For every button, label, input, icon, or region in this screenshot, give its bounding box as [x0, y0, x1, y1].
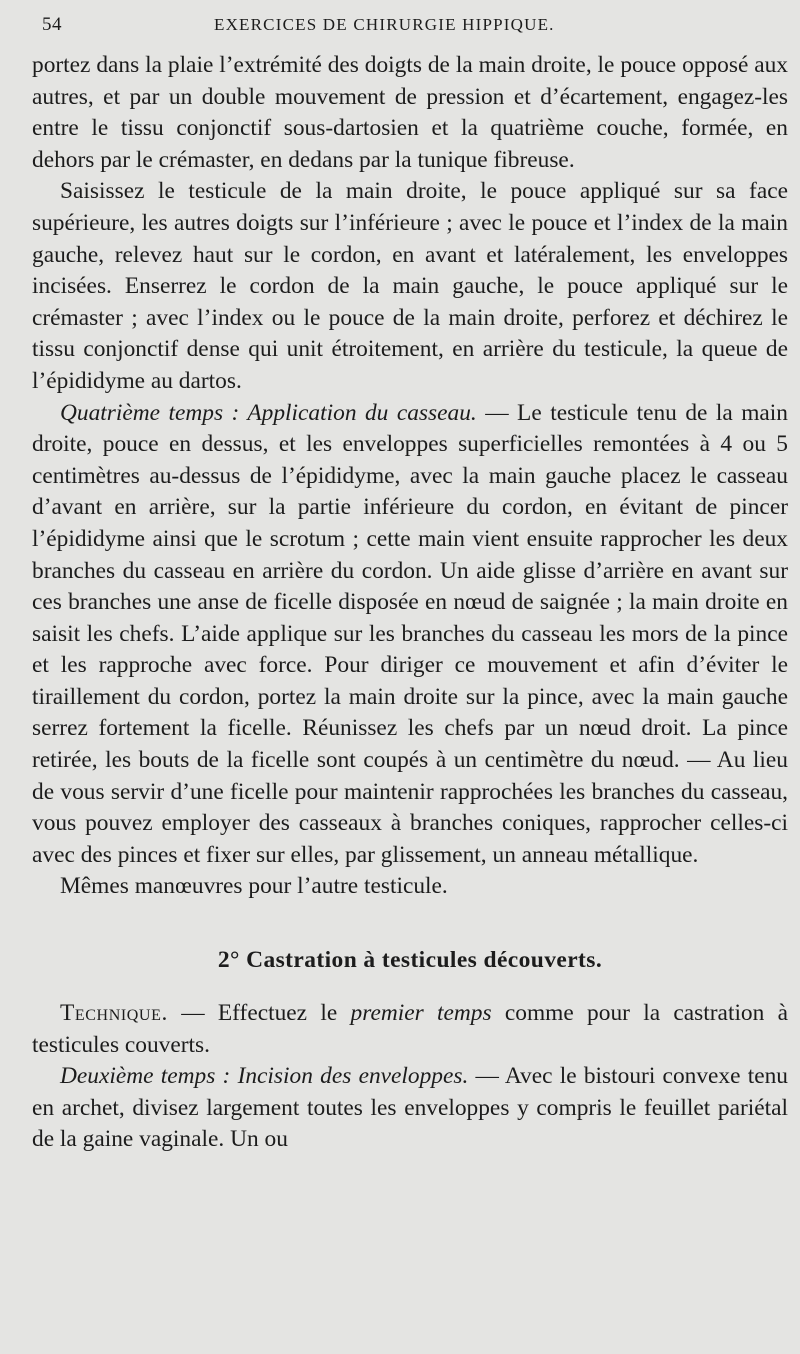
paragraph-5-text-a: — Effectuez le	[167, 1000, 351, 1027]
paragraph-5-text-b: comme pour la castration à testicules couverts.	[32, 1000, 789, 1058]
running-head	[32, 14, 788, 44]
paragraph-3-body: — Le testicule tenu de la main droite, pouce en dessus, et les enveloppes superficielles remontées à 4 ou 5 centimètres au-dessus de l’épididyme, avec la main gauche placez le casseau d’avant en arrière, sur la partie inférieure du cordon, en évitant de pincer l’épididyme ainsi que le scrotum ; cette main vient ensuite rapprocher les deux branches du casseau en arrière du cordon. Un aide glisse d’arrière en avant sur ces branches une anse de ficelle disposée en nœud de saignée ; la main droite en saisit les chefs. L’aide applique sur les branches du casseau les mors de la pince et les rapproche avec force. Pour diriger ce mouvement et afin d’éviter le tiraillement du cordon, portez la main droite sur la pince, avec la main gauche serrez fortement la ficelle. Réunissez les chefs par un nœud droit. La pince retirée, les bouts de la ficelle sont coupés à un centimètre du nœud. — Au lieu de vous servir d’une ficelle pour maintenir rapprochées les branches du casseau, vous pouvez employer des casseaux à branches coniques, rapprocher celles-ci avec des pinces et fixer sur elles, par glissement, un anneau métallique.	[32, 399, 788, 868]
paragraph-1: portez dans la plaie l’extrémité des doigts de la main droite, le pouce opposé aux autres, et par un double mouvement de pression et d’écartement, engagez-les entre le tissu conjonctif sous-dartosien et la quatrième couche, formée, en dehors par le crémaster, en dedans par la tunique fibreuse.	[32, 52, 788, 173]
paragraph-5-lead: Technique.	[60, 1000, 168, 1027]
body-text	[32, 50, 788, 1156]
paragraph-3-lead: Quatrième temps : Application du casseau.	[60, 399, 477, 426]
paragraph-6	[32, 1061, 788, 1156]
paragraph-3	[32, 398, 788, 872]
section-title: 2° Castration à testicules découverts.	[217, 947, 603, 974]
paragraph-5-emphasis: premier temps	[350, 1000, 492, 1027]
paragraph-5	[32, 998, 788, 1061]
page-number: 54	[42, 14, 62, 35]
paragraph-6-lead: Deuxième temps : Incision des enveloppes.	[60, 1063, 469, 1090]
running-title: EXERCICES DE CHIRURGIE HIPPIQUE.	[214, 15, 555, 34]
paragraph-4: Mêmes manœuvres pour l’autre testicule.	[60, 873, 448, 900]
paragraph-6-body: — Avec le bistouri convexe tenu en archet, divisez largement toutes les enveloppes y compris le feuillet pariétal de la gaine vaginale. Un ou	[32, 1063, 788, 1153]
paragraph-2: Saisissez le testicule de la main droite, le pouce appliqué sur sa face supérieure, les autres doigts sur l’inférieure ; avec le pouce et l’index de la main gauche, relevez haut sur le cordon, en avant et latéralement, les enveloppes incisées. Enserrez le cordon de la main gauche, le pouce appliqué sur le crémaster ; avec l’index ou le pouce de la main droite, perforez et déchirez le tissu conjonctif dense qui unit étroitement, en arrière du testicule, la queue de l’épididyme au dartos.	[32, 178, 788, 394]
